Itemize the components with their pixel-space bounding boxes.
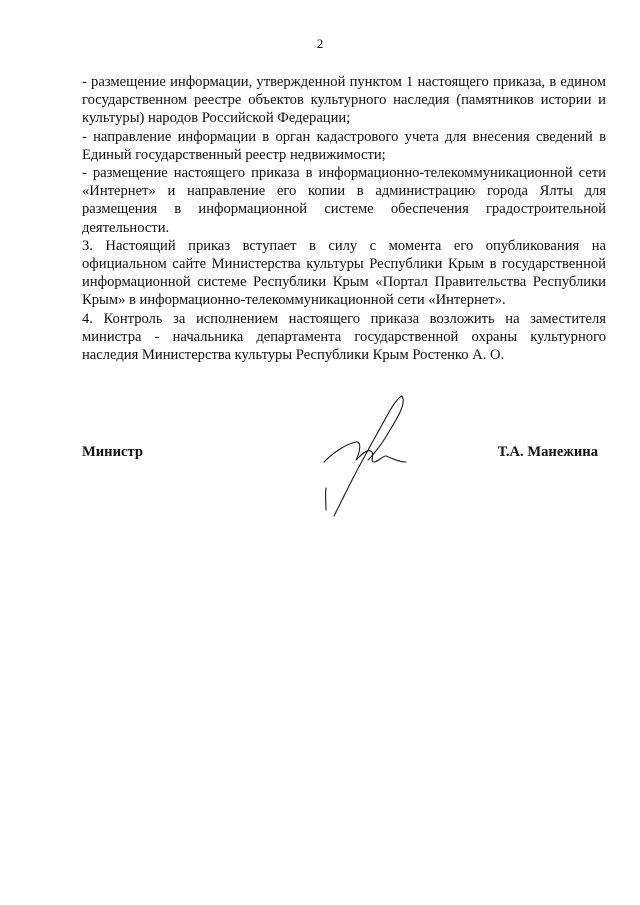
paragraph-control: 4. Контроль за исполнением настоящего приказа возложить на заместителя министра - начальника департамента государственной охраны культурного наследия Министерства культуры Республики Крым Ростенко А. О. xyxy=(82,310,606,364)
document-body xyxy=(82,73,606,364)
signer-name: Т.А. Манежина xyxy=(497,444,598,460)
paragraph-internet-publication: - размещение настоящего приказа в информационно-телекоммуникационной сети «Интернет» и направление его копии в администрацию города Ялты для размещения в информационной системе обеспечения градостроительной деятельности. xyxy=(82,165,606,236)
paragraph-registry-placement: - размещение информации, утвержденной пунктом 1 настоящего приказа, в едином государственном реестре объектов культурного наследия (памятников истории и культуры) народов Российской Федерации; xyxy=(82,74,606,127)
page-number: 2 xyxy=(316,36,324,51)
paragraph-cadastral-notice: - направление информации в орган кадастрового учета для внесения сведений в Единый государственный реестр недвижимости; xyxy=(82,128,606,163)
paragraph-effective-date: 3. Настоящий приказ вступает в силу с момента его опубликования на официальном сайте Министерства культуры Республики Крым в государственной информационной системе Республики Крым «Портал Правительства Республики Крым» в информационно-телекоммуникационной сети «Интернет». xyxy=(82,237,606,309)
handwritten-signature xyxy=(316,392,416,522)
signer-title: Министр xyxy=(82,444,143,460)
